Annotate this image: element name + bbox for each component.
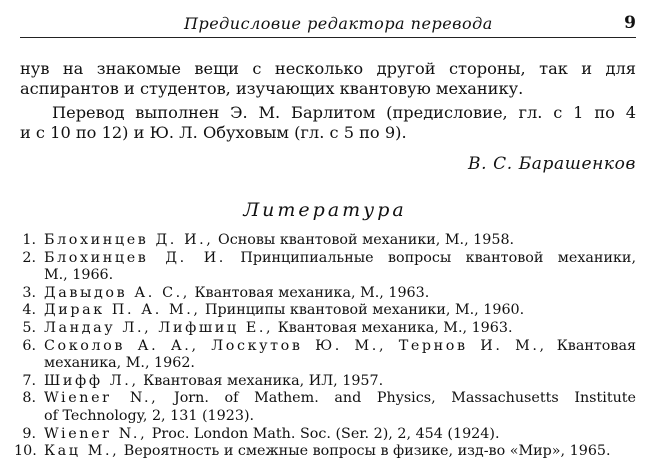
reference-number: 9. (22, 425, 36, 442)
reference-line (44, 373, 636, 391)
reference-author: Блохинцев Д. И., (44, 232, 214, 248)
reference-item (14, 285, 636, 303)
reference-detail: механика, М., 1962. (44, 355, 195, 372)
reference-text (44, 320, 636, 338)
reference-item (14, 390, 636, 425)
reference-number: 1. (22, 232, 36, 248)
reference-line (44, 338, 636, 356)
paragraph-continuation (20, 59, 636, 99)
reference-text (44, 443, 636, 461)
reference-detail: М., 1966. (44, 267, 114, 284)
reference-text (44, 302, 636, 320)
reference-number: 2. (22, 249, 36, 266)
reference-text (44, 338, 636, 373)
reference-detail: Квантовая механика, М., 1963. (189, 284, 430, 301)
paragraph-translators (20, 103, 636, 143)
reference-author: Давыдов А. С., (44, 284, 190, 301)
reference-author: Ландау Л., Лифшиц Е., (44, 319, 274, 336)
reference-detail: Квантовая (546, 337, 636, 354)
reference-number: 10. (14, 443, 37, 460)
reference-text (44, 426, 636, 444)
reference-author: Кац М., (44, 443, 120, 460)
reference-number: 5. (22, 319, 36, 336)
reference-detail: Jorn. of Mathem. and Physics, Massachusetts Institute (158, 390, 636, 407)
reference-author: Wiener N., (44, 390, 159, 407)
reference-line (44, 232, 636, 250)
page-number: 9 (624, 13, 636, 33)
running-header (20, 10, 636, 36)
reference-text (44, 390, 636, 425)
text-line: нув на знакомые вещи с несколько другой стороны, так и для (20, 59, 636, 78)
reference-detail: Квантовая механика, М., 1963. (273, 319, 513, 336)
reference-line (44, 302, 636, 320)
reference-line (44, 426, 636, 444)
reference-line (44, 320, 636, 338)
reference-author: Дирак П. А. М., (44, 302, 201, 319)
reference-item (14, 443, 636, 461)
reference-text (44, 250, 636, 285)
reference-number: 7. (22, 372, 36, 389)
running-header-title: Предисловие редактора перевода (184, 14, 493, 33)
reference-line (44, 355, 636, 373)
reference-line (44, 250, 636, 268)
reference-detail: Принципиальные вопросы квантовой механики, (225, 249, 637, 266)
editor-signature: В. С. Барашенков (467, 154, 636, 174)
reference-detail: Вероятность и смежные вопросы в физике, изд-во «Мир», 1965. (119, 443, 611, 460)
reference-item (14, 373, 636, 391)
text-line: и с 10 по 12) и Ю. Л. Обуховым (гл. с 5 по 9). (20, 123, 407, 142)
reference-number: 6. (22, 337, 36, 354)
reference-detail: Proc. London Math. Soc. (Ser. 2), 2, 454 (1924). (147, 425, 500, 442)
reference-text (44, 232, 636, 250)
text-line: Перевод выполнен Э. М. Барлитом (предисловие, гл. с 1 по 4 (52, 103, 636, 122)
reference-line (44, 443, 636, 461)
reference-item (14, 338, 636, 373)
header-rule (20, 37, 636, 38)
reference-item (14, 232, 636, 250)
reference-detail: Квантовая механика, ИЛ, 1957. (138, 372, 384, 389)
reference-number: 4. (22, 302, 36, 319)
reference-item (14, 426, 636, 444)
reference-line (44, 390, 636, 408)
reference-item (14, 250, 636, 285)
reference-author: Шифф Л., (44, 372, 139, 389)
reference-detail: of Technology, 2, 131 (1923). (44, 407, 255, 424)
reference-line (44, 408, 636, 426)
reference-text (44, 285, 636, 303)
text-line: аспирантов и студентов, изучающих квантовую механику. (20, 79, 524, 98)
reference-number: 3. (22, 284, 36, 301)
reference-detail: Основы квантовой механики, М., 1958. (213, 232, 515, 248)
reference-author: Соколов А. А., Лоскутов Ю. М., Тернов И. М., (44, 337, 547, 354)
reference-author: Блохинцев Д. И. (44, 249, 226, 266)
reference-line (44, 267, 636, 285)
reference-list (14, 232, 636, 461)
reference-detail: Принципы квантовой механики, М., 1960. (200, 302, 525, 319)
literature-heading: Литература (243, 199, 407, 221)
reference-text (44, 373, 636, 391)
reference-number: 8. (22, 390, 36, 407)
reference-line (44, 285, 636, 303)
reference-item (14, 302, 636, 320)
reference-author: Wiener N., (44, 425, 148, 442)
reference-item (14, 320, 636, 338)
